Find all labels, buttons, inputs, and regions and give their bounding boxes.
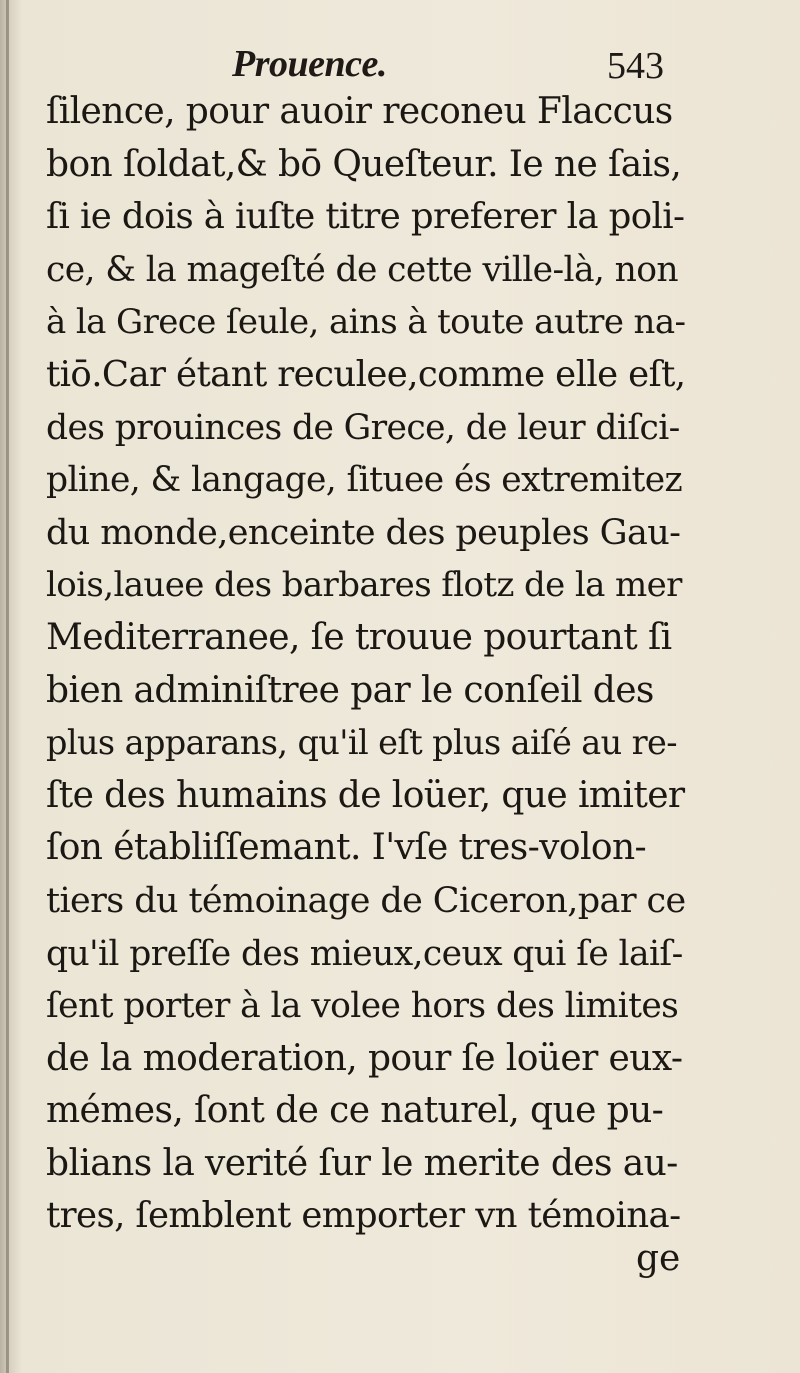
- text-line: blians la verité ſur le merite des au-: [46, 1142, 678, 1184]
- text-line: ce, & la mageſté de cette ville-là, non: [46, 249, 679, 290]
- text-line: lois,lauee des barbares flotz de la mer: [46, 565, 682, 606]
- text-line: ſon établiſſemant. I'vſe tres-volon-: [46, 827, 647, 869]
- text-line: mémes, ſont de ce naturel, que pu-: [46, 1090, 664, 1132]
- text-line: Mediterranee, ſe trouue pourtant ſi: [46, 616, 672, 658]
- page-number: 543: [607, 45, 664, 87]
- text-line: ſent porter à la volee hors des limites: [46, 986, 679, 1027]
- body-text: [46, 86, 686, 1243]
- text-line: bien adminiſtree par le conſeil des: [46, 669, 654, 711]
- page-header: [0, 38, 800, 90]
- text-line: ſi ie dois à iuſte titre preferer la poli-: [46, 196, 685, 238]
- page-gutter: [6, 0, 9, 1373]
- text-line: tres, ſemblent emporter vn témoina-: [46, 1195, 681, 1237]
- text-line: du monde,enceinte des peuples Gau-: [46, 512, 681, 553]
- text-line: ſte des humains de loüer, que imiter: [46, 774, 685, 816]
- text-line: ſilence, pour auoir reconeu Flaccus: [46, 91, 673, 132]
- text-line: tiers du témoinage de Ciceron,par ce: [46, 880, 686, 921]
- text-line: bon ſoldat,& bō Queſteur. Ie ne ſais,: [46, 143, 682, 185]
- text-line: tiō.Car étant reculee,comme elle eſt,: [46, 353, 686, 395]
- catchword: ge: [636, 1238, 681, 1279]
- text-line: pline, & langage, ſituee és extremitez: [46, 460, 683, 501]
- text-line: de la moderation, pour ſe loüer eux-: [46, 1037, 683, 1079]
- running-head: Prouence.: [232, 43, 387, 85]
- text-line: des prouinces de Grece, de leur diſci-: [46, 407, 680, 448]
- text-line: qu'il preſſe des mieux,ceux qui ſe laiſ-: [46, 933, 683, 974]
- text-line: à la Grece ſeule, ains à toute autre na-: [46, 302, 686, 343]
- text-line: plus apparans, qu'il eſt plus aiſé au re-: [46, 723, 677, 763]
